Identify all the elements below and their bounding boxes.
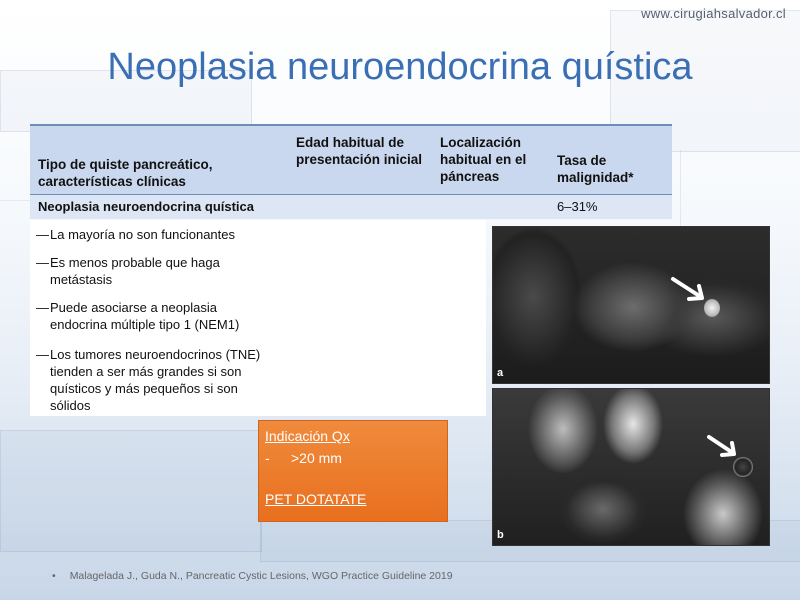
table-row-malignancy: 6–31% (557, 199, 598, 214)
dash-glyph: — (36, 255, 49, 270)
list-item-text: Los tumores neuroendocrinos (TNE) (50, 347, 261, 362)
indication-title: Indicación Qx (265, 428, 350, 444)
indication-value: >20 mm (291, 450, 342, 466)
citation (52, 570, 453, 582)
table-top-rule (30, 124, 672, 126)
indication-box (258, 420, 448, 522)
image-label-a: a (497, 367, 504, 379)
dash-glyph: — (36, 347, 49, 362)
list-item-continuation: tienden a ser más grandes si son quísticos y más pequeños si son sólidos (50, 364, 242, 413)
mri-image-a (492, 226, 770, 384)
list-item (36, 346, 276, 414)
table-header-type: Tipo de quiste pancreático, características clínicas (38, 157, 213, 189)
citation-bullet: • (52, 570, 56, 582)
table-header-location: Localización habitual en el páncreas (440, 135, 527, 184)
list-item-text: La mayoría no son funcionantes (50, 227, 236, 242)
dash-glyph: — (36, 227, 49, 242)
background-line (0, 200, 30, 201)
arrow-icon (705, 433, 741, 461)
table-header-age: Edad habitual de presentación inicial (296, 135, 423, 167)
list-item-continuation: metástasis (50, 272, 113, 287)
indication-pet: PET DOTATATE (265, 491, 367, 507)
slide-title: Neoplasia neuroendocrina quística (107, 46, 693, 88)
list-item-text: Es menos probable que haga (50, 255, 220, 270)
indication-dash: - (265, 450, 270, 466)
table-header-malignancy: Tasa de malignidad* (557, 153, 634, 185)
list-item-text: Puede asociarse a neoplasia (50, 300, 217, 315)
mri-image-b (492, 388, 770, 546)
dash-glyph: — (36, 300, 49, 315)
list-item (36, 254, 286, 288)
arrow-icon (669, 275, 709, 305)
background-panel (0, 430, 262, 552)
image-label-b: b (497, 529, 504, 541)
list-item (36, 299, 286, 333)
citation-text: Malagelada J., Guda N., Pancreatic Cystic Lesions, WGO Practice Guideline 2019 (69, 570, 453, 582)
list-item (36, 226, 286, 243)
table-row-label: Neoplasia neuroendocrina quística (38, 199, 254, 214)
list-item-continuation: endocrina múltiple tipo 1 (NEM1) (50, 317, 240, 332)
background-line (680, 150, 681, 230)
site-url: www.cirugiahsalvador.cl (641, 6, 786, 21)
